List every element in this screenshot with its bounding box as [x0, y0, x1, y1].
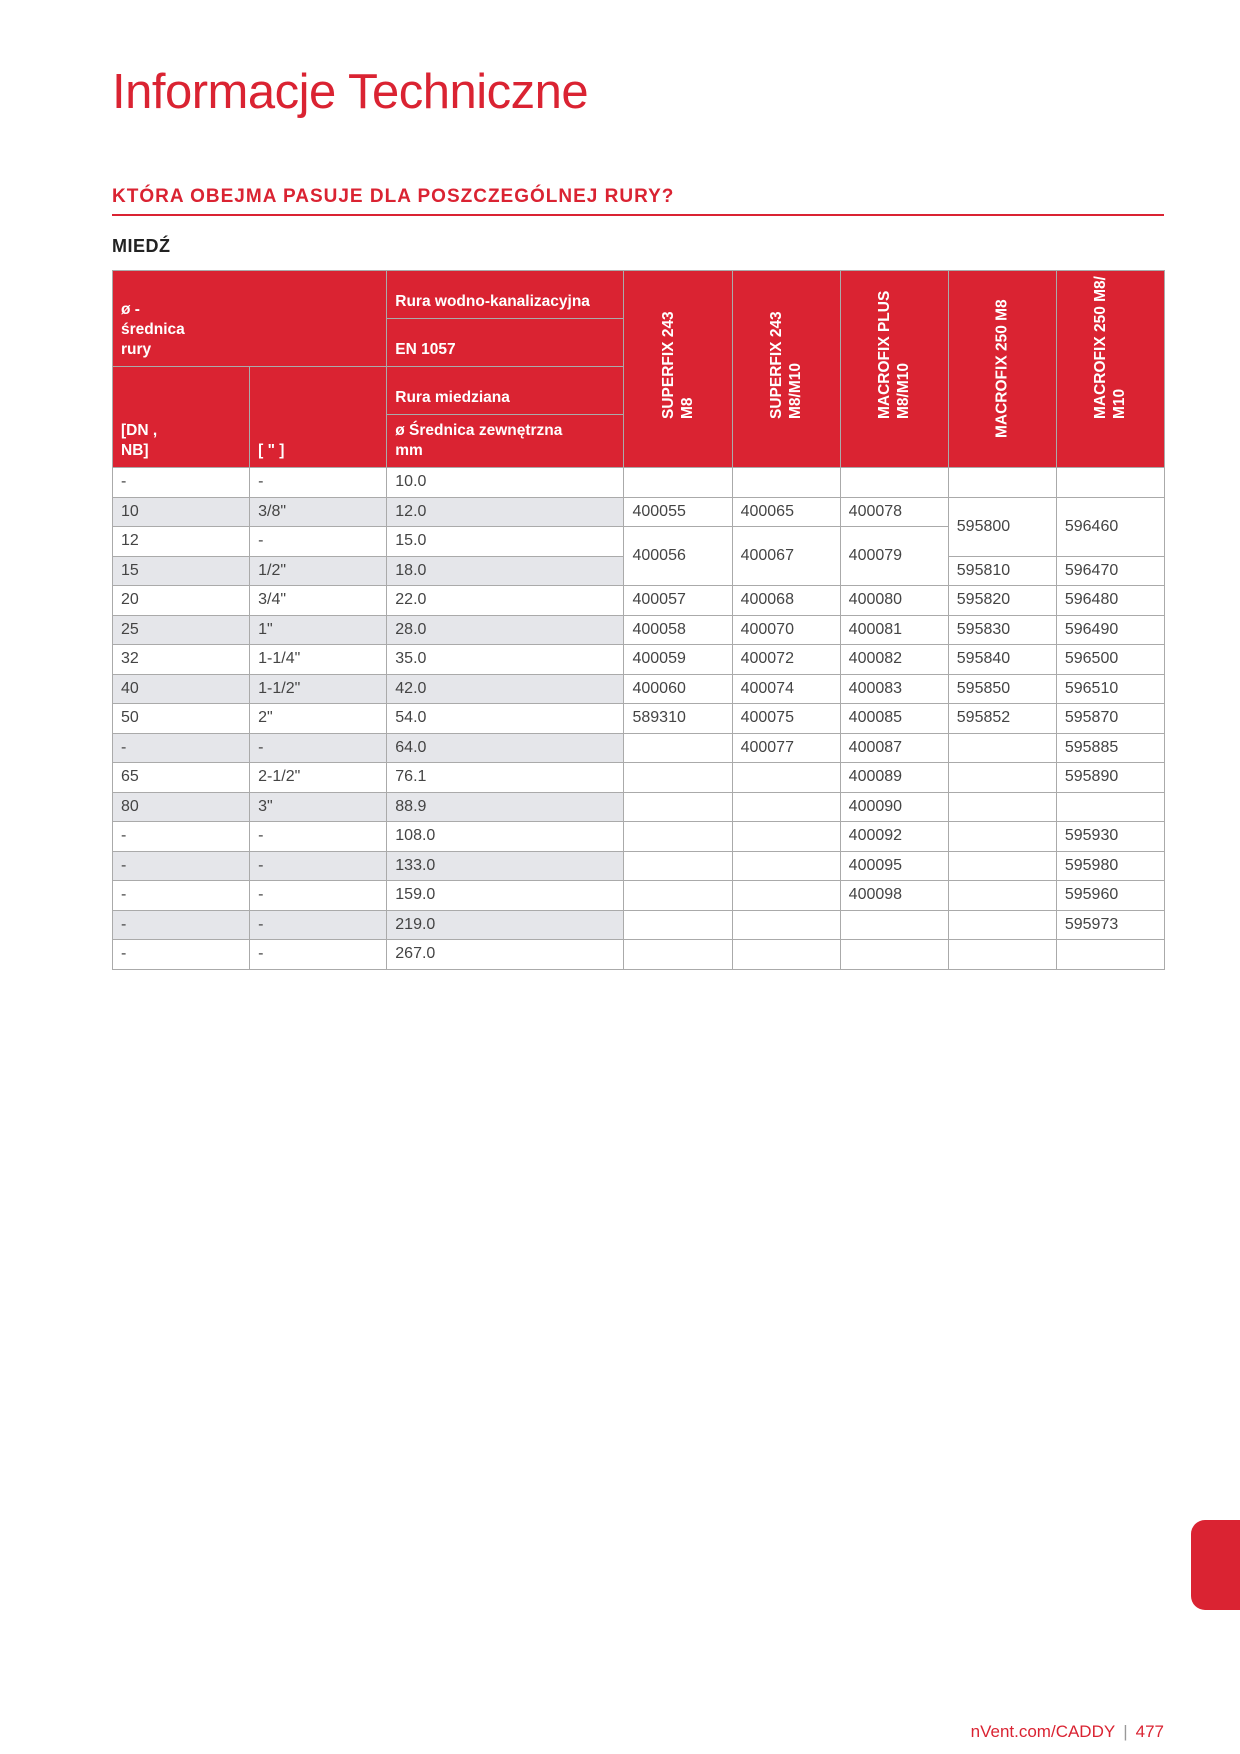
dn-cell: 12 [113, 527, 250, 557]
product-code-cell: 595930 [1056, 822, 1164, 852]
page-footer [971, 1722, 1164, 1742]
product-code-cell: 595820 [948, 586, 1056, 616]
product-code-cell: 400092 [840, 822, 948, 852]
od-cell: 42.0 [387, 674, 624, 704]
dn-cell: - [113, 468, 250, 498]
product-code-cell: 595800 [948, 497, 1056, 556]
product-code-cell: 400081 [840, 615, 948, 645]
table-row [113, 645, 1165, 675]
empty-cell [840, 468, 948, 498]
empty-cell [624, 940, 732, 970]
od-cell: 133.0 [387, 851, 624, 881]
dn-cell: 15 [113, 556, 250, 586]
inch-cell: 3/4" [250, 586, 387, 616]
product-code-cell: 400079 [840, 527, 948, 586]
dn-cell: - [113, 910, 250, 940]
table-row [113, 851, 1165, 881]
table-row [113, 704, 1165, 734]
inch-cell: - [250, 881, 387, 911]
od-cell: 108.0 [387, 822, 624, 852]
chapter-tab [1191, 1520, 1240, 1610]
product-code-cell: 400068 [732, 586, 840, 616]
empty-cell [732, 851, 840, 881]
product-code-cell: 589310 [624, 704, 732, 734]
inch-cell: - [250, 527, 387, 557]
product-code-cell: 400085 [840, 704, 948, 734]
table-row [113, 615, 1165, 645]
inch-cell: - [250, 940, 387, 970]
product-code-cell: 400098 [840, 881, 948, 911]
section-heading: KTÓRA OBEJMA PASUJE DLA POSZCZEGÓLNEJ RURY? [112, 186, 1164, 216]
product-code-cell: 595980 [1056, 851, 1164, 881]
product-code-cell: 596470 [1056, 556, 1164, 586]
product-code-cell: 400077 [732, 733, 840, 763]
product-code-cell: 400057 [624, 586, 732, 616]
empty-cell [624, 763, 732, 793]
table-body [113, 468, 1165, 970]
empty-cell [624, 733, 732, 763]
product-code-cell: 400075 [732, 704, 840, 734]
product-code-cell: 595890 [1056, 763, 1164, 793]
product-code-cell: 595850 [948, 674, 1056, 704]
empty-cell [732, 792, 840, 822]
inch-cell: 3/8" [250, 497, 387, 527]
inch-cell: 2" [250, 704, 387, 734]
od-cell: 267.0 [387, 940, 624, 970]
product-code-cell: 400060 [624, 674, 732, 704]
product-code-cell: 400059 [624, 645, 732, 675]
dn-cell: 50 [113, 704, 250, 734]
product-code-cell: 400074 [732, 674, 840, 704]
od-cell: 18.0 [387, 556, 624, 586]
table-row [113, 497, 1165, 527]
od-cell: 35.0 [387, 645, 624, 675]
dn-cell: - [113, 822, 250, 852]
od-cell: 15.0 [387, 527, 624, 557]
dn-cell: - [113, 940, 250, 970]
inch-cell: - [250, 910, 387, 940]
empty-cell [624, 468, 732, 498]
table-row [113, 910, 1165, 940]
product-code-cell: 400080 [840, 586, 948, 616]
inch-header: [ " ] [250, 367, 387, 468]
empty-cell [948, 792, 1056, 822]
product-code-cell: 400095 [840, 851, 948, 881]
empty-cell [948, 822, 1056, 852]
dn-cell: 65 [113, 763, 250, 793]
product-header-superfix243-m8m10: SUPERFIX 243 M8/M10 [732, 271, 840, 468]
footer-separator: | [1123, 1722, 1128, 1741]
empty-cell [732, 822, 840, 852]
table-row [113, 881, 1165, 911]
footer-link[interactable]: nVent.com/CADDY [970, 1722, 1116, 1741]
product-code-cell: 400067 [732, 527, 840, 586]
inch-cell: - [250, 468, 387, 498]
product-header-macrofix250-m8m10: MACROFIX 250 M8/ M10 [1056, 271, 1164, 468]
product-code-cell: 595973 [1056, 910, 1164, 940]
od-cell: 28.0 [387, 615, 624, 645]
product-header-superfix243-m8: SUPERFIX 243 M8 [624, 271, 732, 468]
empty-cell [948, 851, 1056, 881]
inch-cell: 1" [250, 615, 387, 645]
product-code-cell: 596490 [1056, 615, 1164, 645]
page-title: Informacje Techniczne [112, 65, 589, 119]
product-code-cell: 596500 [1056, 645, 1164, 675]
dn-cell: - [113, 881, 250, 911]
inch-cell: 2-1/2" [250, 763, 387, 793]
product-code-cell: 595830 [948, 615, 1056, 645]
empty-cell [840, 940, 948, 970]
od-cell: 10.0 [387, 468, 624, 498]
product-code-cell: 595960 [1056, 881, 1164, 911]
table-row [113, 586, 1165, 616]
dn-cell: 25 [113, 615, 250, 645]
product-code-cell: 400055 [624, 497, 732, 527]
empty-cell [948, 733, 1056, 763]
page-number: 477 [1135, 1722, 1164, 1741]
empty-cell [948, 468, 1056, 498]
empty-cell [1056, 940, 1164, 970]
empty-cell [624, 822, 732, 852]
dn-cell: 40 [113, 674, 250, 704]
empty-cell [948, 940, 1056, 970]
product-code-cell: 400078 [840, 497, 948, 527]
product-code-cell: 596480 [1056, 586, 1164, 616]
table-row [113, 763, 1165, 793]
standard-header: EN 1057 [387, 319, 624, 367]
outer-diameter-header: ø Średnica zewnętrzna mm [387, 415, 624, 468]
empty-cell [624, 792, 732, 822]
inch-cell: 1-1/2" [250, 674, 387, 704]
od-cell: 54.0 [387, 704, 624, 734]
od-cell: 12.0 [387, 497, 624, 527]
copper-pipe-clamp-table [112, 270, 1165, 970]
od-cell: 22.0 [387, 586, 624, 616]
dn-cell: - [113, 733, 250, 763]
inch-cell: - [250, 822, 387, 852]
product-code-cell: 596460 [1056, 497, 1164, 556]
diameter-header: ø - średnica rury [113, 271, 387, 367]
product-code-cell: 595885 [1056, 733, 1164, 763]
empty-cell [948, 763, 1056, 793]
table-row [113, 468, 1165, 498]
od-cell: 159.0 [387, 881, 624, 911]
pipe-type-header: Rura wodno-kanalizacyjna [387, 271, 624, 319]
product-code-cell: 400082 [840, 645, 948, 675]
empty-cell [948, 910, 1056, 940]
empty-cell [1056, 468, 1164, 498]
subsection-heading: MIEDŹ [112, 236, 171, 256]
product-code-cell: 595840 [948, 645, 1056, 675]
product-code-cell: 595870 [1056, 704, 1164, 734]
empty-cell [624, 851, 732, 881]
table-row [113, 940, 1165, 970]
od-cell: 219.0 [387, 910, 624, 940]
table-row [113, 733, 1165, 763]
product-code-cell: 596510 [1056, 674, 1164, 704]
od-cell: 64.0 [387, 733, 624, 763]
product-code-cell: 400072 [732, 645, 840, 675]
od-cell: 88.9 [387, 792, 624, 822]
empty-cell [840, 910, 948, 940]
dn-header: [DN , NB] [113, 367, 250, 468]
inch-cell: 1/2" [250, 556, 387, 586]
dn-cell: 80 [113, 792, 250, 822]
dn-cell: - [113, 851, 250, 881]
product-code-cell: 400070 [732, 615, 840, 645]
product-code-cell: 595852 [948, 704, 1056, 734]
product-code-cell: 595810 [948, 556, 1056, 586]
empty-cell [732, 468, 840, 498]
dn-cell: 20 [113, 586, 250, 616]
product-header-macrofix-plus: MACROFIX PLUS M8/M10 [840, 271, 948, 468]
inch-cell: - [250, 851, 387, 881]
table-row [113, 674, 1165, 704]
table-row [113, 792, 1165, 822]
product-code-cell: 400083 [840, 674, 948, 704]
inch-cell: - [250, 733, 387, 763]
empty-cell [624, 881, 732, 911]
dn-cell: 10 [113, 497, 250, 527]
product-code-cell: 400056 [624, 527, 732, 586]
product-code-cell: 400090 [840, 792, 948, 822]
od-cell: 76.1 [387, 763, 624, 793]
product-code-cell: 400065 [732, 497, 840, 527]
dn-cell: 32 [113, 645, 250, 675]
empty-cell [1056, 792, 1164, 822]
pipe-material-header: Rura miedziana [387, 367, 624, 415]
empty-cell [948, 881, 1056, 911]
empty-cell [624, 910, 732, 940]
empty-cell [732, 881, 840, 911]
product-code-cell: 400087 [840, 733, 948, 763]
product-code-cell: 400058 [624, 615, 732, 645]
empty-cell [732, 910, 840, 940]
empty-cell [732, 763, 840, 793]
product-header-macrofix250-m8: MACROFIX 250 M8 [948, 271, 1056, 468]
inch-cell: 1-1/4" [250, 645, 387, 675]
product-code-cell: 400089 [840, 763, 948, 793]
empty-cell [732, 940, 840, 970]
table-row [113, 822, 1165, 852]
inch-cell: 3" [250, 792, 387, 822]
